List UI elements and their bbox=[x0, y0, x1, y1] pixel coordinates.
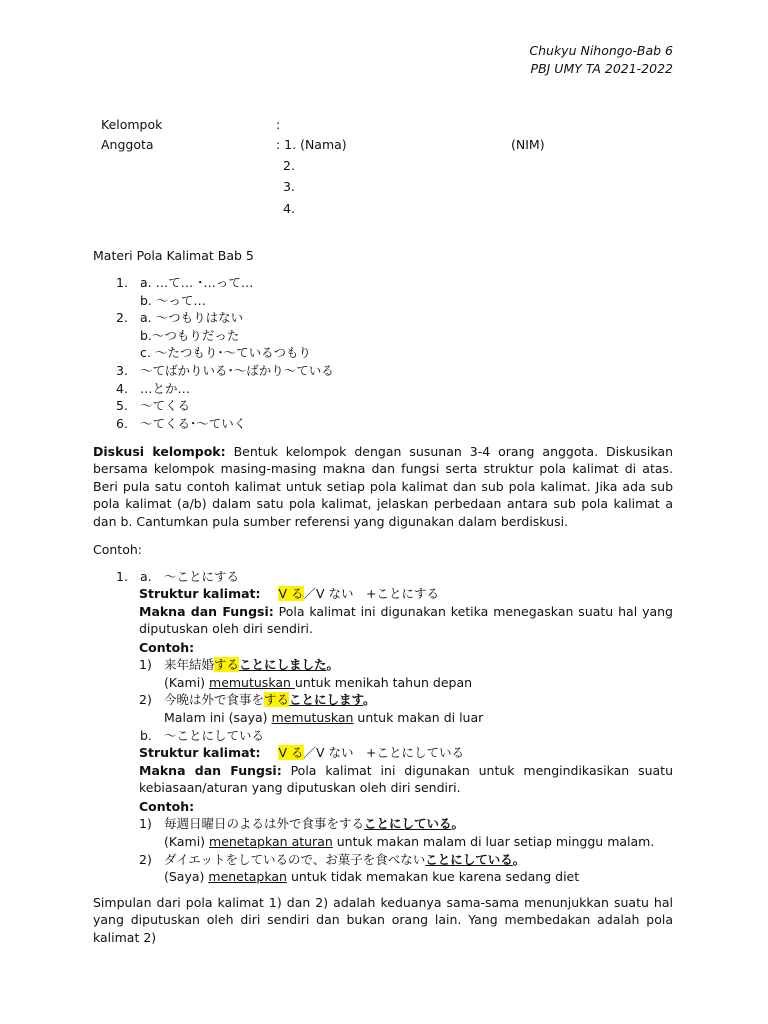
ex-end: 。 bbox=[512, 852, 526, 867]
kelompok-label: Kelompok bbox=[101, 117, 163, 132]
ex-text: 今晩は外で食事を bbox=[164, 692, 265, 707]
ex-text: 毎週日曜日のよるは外で食事をする bbox=[164, 816, 365, 831]
contoh-title: Contoh: bbox=[93, 542, 142, 557]
header-course: Chukyu Nihongo-Bab 6 bbox=[529, 43, 673, 58]
makna-label: Makna dan Fungsi: bbox=[139, 763, 282, 778]
ex-text: 来年結婚 bbox=[164, 657, 215, 672]
tr-text: untuk tidak memakan kue karena sedang diet bbox=[286, 869, 580, 884]
contoh-b-struktur bbox=[139, 744, 464, 762]
struktur-label: Struktur kalimat: bbox=[139, 745, 261, 760]
contoh-a-makna bbox=[139, 603, 673, 638]
contoh-a-ex1-num: 1) bbox=[139, 657, 152, 672]
contoh-b-ex1 bbox=[164, 815, 464, 833]
member-2: 2. bbox=[283, 158, 295, 173]
struktur-rest: ／V ない +ことにする bbox=[303, 586, 439, 601]
tr-text: untuk makan malam di luar setiap minggu malam. bbox=[332, 834, 655, 849]
contoh-b-pattern: ～ことにしている bbox=[164, 728, 265, 743]
materi-item-number: 6. bbox=[116, 415, 128, 431]
ex-end: 。 bbox=[451, 816, 465, 831]
tr-underlined: menetapkan aturan bbox=[209, 834, 333, 849]
contoh-a-ex2 bbox=[164, 691, 376, 709]
member-4: 4. bbox=[283, 201, 295, 216]
ex-highlight: する bbox=[264, 692, 290, 707]
materi-item-text: …とか… bbox=[140, 380, 191, 396]
member-3: 3. bbox=[283, 179, 295, 194]
makna-text: Pola kalimat ini digunakan ketika menegaskan suatu hal yang diputuskan oleh diri sendiri. bbox=[139, 604, 673, 637]
tr-text: (Kami) bbox=[164, 675, 210, 690]
tr-underlined: memutuskan bbox=[271, 710, 354, 725]
simpulan-paragraph: Simpulan dari pola kalimat 1) dan 2) adalah keduanya sama-sama menunjukkan suatu hal yang diputuskan oleh diri sendiri dan bukan orang lain. Yang membedakan adalah pola kalimat 2) bbox=[93, 895, 673, 945]
kelompok-colon: : bbox=[276, 117, 281, 132]
ex-pattern: ことにします bbox=[289, 692, 364, 707]
member-1: : 1. (Nama) bbox=[276, 137, 347, 152]
contoh-a-ex1 bbox=[164, 656, 339, 674]
tr-text: (Saya) bbox=[164, 869, 209, 884]
tr-text: (Kami) bbox=[164, 834, 210, 849]
nim-label: (NIM) bbox=[511, 137, 545, 152]
tr-underlined: menetapkan bbox=[208, 869, 287, 884]
makna-text: Pola kalimat ini digunakan untuk mengindikasikan suatu kebiasaan/aturan yang diputuskan oleh diri sendiri. bbox=[139, 763, 673, 796]
contoh-b-makna bbox=[139, 762, 673, 797]
contoh-b-contoh-label: Contoh: bbox=[139, 799, 195, 814]
contoh-a-label: a. bbox=[140, 569, 152, 584]
contoh-b-ex2 bbox=[164, 851, 525, 869]
materi-item-text: b.～つもりだった bbox=[140, 327, 240, 343]
ex-pattern: ことにしました bbox=[239, 657, 327, 672]
materi-item-number: 1. bbox=[116, 275, 128, 290]
materi-item-number: 2. bbox=[116, 310, 128, 326]
contoh-b-ex1-translation bbox=[164, 833, 654, 851]
tr-text: untuk menikah tahun depan bbox=[294, 675, 473, 690]
materi-item-number: 4. bbox=[116, 380, 128, 396]
contoh-a-pattern: ～ことにする bbox=[164, 569, 240, 584]
materi-title: Materi Pola Kalimat Bab 5 bbox=[93, 248, 254, 263]
ex-end: 。 bbox=[326, 657, 340, 672]
contoh-num: 1. bbox=[116, 569, 128, 584]
materi-item-number: 5. bbox=[116, 398, 128, 414]
ex-pattern: ことにしている bbox=[364, 816, 452, 831]
header-term: PBJ UMY TA 2021-2022 bbox=[530, 61, 673, 76]
ex-text: ダイエットをしているので、お菓子を食べない bbox=[164, 852, 426, 867]
ex-end: 。 bbox=[363, 692, 376, 707]
materi-item-text: b. ～って… bbox=[140, 292, 206, 308]
contoh-a-ex1-translation bbox=[164, 674, 472, 692]
materi-item-text: ～てくる bbox=[140, 398, 191, 414]
struktur-label: Struktur kalimat: bbox=[139, 586, 261, 601]
materi-item-number: 3. bbox=[116, 363, 128, 378]
makna-label: Makna dan Fungsi: bbox=[139, 604, 274, 619]
materi-item-text: ～てくる･～ていく bbox=[140, 415, 247, 431]
anggota-label: Anggota bbox=[101, 137, 154, 152]
ex-pattern: ことにしている bbox=[425, 852, 513, 867]
tr-underlined: memutuskan bbox=[209, 675, 295, 690]
materi-item-text: a. ～つもりはない bbox=[140, 310, 244, 326]
contoh-b-label: b. bbox=[140, 728, 152, 743]
diskusi-text: Bentuk kelompok dengan susunan 3-4 orang anggota. Diskusikan bersama kelompok masing-masing makna dan fungsi serta struktur pola kalimat di atas. Beri pula satu contoh kalimat untuk setiap pola kalimat dan sub pola kalimat. Jika ada sub pola kalimat (a/b) dalam satu pola kalimat, jelaskan perbedaan antara sub pola kalimat a dan b. Cantumkan pula sumber referensi yang digunakan dalam berdiskusi. bbox=[93, 444, 673, 529]
tr-text: untuk makan di luar bbox=[353, 710, 484, 725]
materi-item-text: a. …て… ･…って… bbox=[140, 275, 254, 290]
ex-highlight: する bbox=[214, 657, 240, 672]
struktur-highlight: V る bbox=[278, 586, 304, 601]
struktur-highlight: V る bbox=[278, 745, 304, 760]
materi-item-text: c. ～たつもり･～ているつもり bbox=[140, 345, 311, 361]
contoh-b-ex1-num: 1) bbox=[139, 816, 152, 831]
diskusi-label: Diskusi kelompok: bbox=[93, 444, 226, 459]
materi-item-text: ～てばかりいる･～ばかり～ている bbox=[140, 363, 334, 378]
contoh-b-ex2-translation bbox=[164, 868, 579, 886]
contoh-a-struktur bbox=[139, 585, 439, 603]
contoh-b-ex2-num: 2) bbox=[139, 852, 152, 867]
contoh-a-ex2-translation bbox=[164, 709, 483, 727]
contoh-a-ex2-num: 2) bbox=[139, 692, 152, 707]
struktur-rest: ／V ない +ことにしている bbox=[303, 745, 464, 760]
diskusi-paragraph bbox=[93, 443, 673, 530]
contoh-a-contoh-label: Contoh: bbox=[139, 640, 195, 655]
tr-text: Malam ini (saya) bbox=[164, 710, 272, 725]
